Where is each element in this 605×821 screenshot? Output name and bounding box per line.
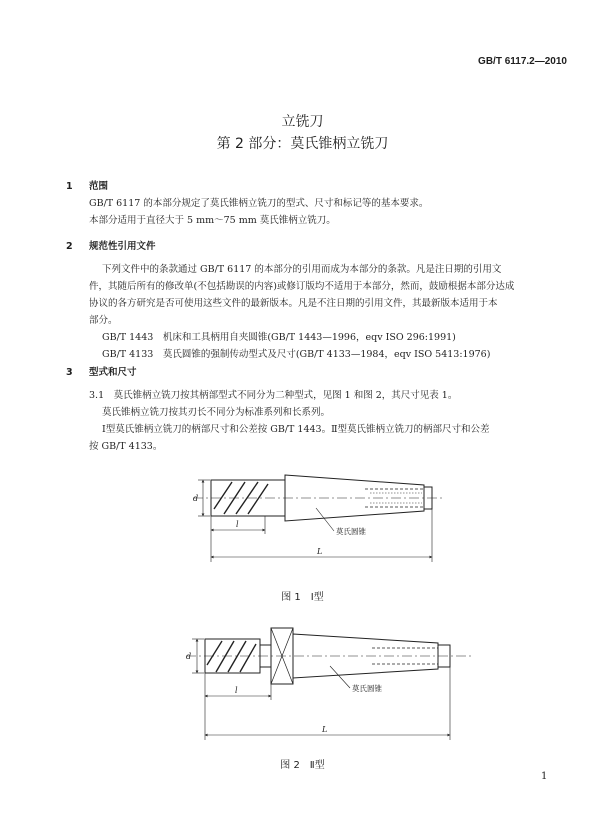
figure-1-caption: 图 1 Ⅰ型 [281,592,324,603]
figure-2-drawing [186,628,472,740]
paragraph: 协议的各方研究是否可使用这些文件的最新版本。凡是不注日期的引用文件，其最新版本适用于本 [89,298,498,309]
reference-title: 莫氏圆锥的强制传动型式及尺寸(GB/T 4133—1984，eqv ISO 5413:1976) [162,349,491,360]
callout-morse-taper: 莫氏圆锥 [352,684,382,693]
paragraph: 件，其随后所有的修改单(不包括勘误的内容)或修订版均不适用于本部分，然而，鼓励根据本部分达成 [89,281,515,292]
reference-code: GB/T 1443 [102,332,154,343]
section-number: 3 [66,367,73,378]
paragraph: Ⅰ型莫氏锥柄立铣刀的柄部尺寸和公差按 GB/T 1443。Ⅱ型莫氏锥柄立铣刀的柄部尺寸和公差 [102,424,490,435]
section-number: 1 [66,181,73,192]
page-number: 1 [541,771,548,782]
dimension-L-label: L [322,725,328,734]
dimension-l-label: l [235,686,238,695]
clause-number: 3.1 [89,390,105,401]
reference-title: 机床和工具柄用自夹圆锥(GB/T 1443—1996，eqv ISO 296:1991) [162,332,456,343]
document-subtitle: 第 2 部分：莫氏锥柄立铣刀 [216,136,389,152]
figure-2-caption: 图 2 Ⅱ型 [280,760,325,771]
clause-text: 莫氏锥柄立铣刀按其柄部型式不同分为二种型式，见图 1 和图 2，其尺寸见表 1。 [113,390,458,401]
paragraph: 本部分适用于直径大于 5 mm～75 mm 莫氏锥柄立铣刀。 [89,215,336,226]
section-title: 型式和尺寸 [89,367,137,378]
paragraph: 莫氏锥柄立铣刀按其刃长不同分为标准系列和长系列。 [102,407,331,418]
section-title: 规范性引用文件 [89,241,156,252]
reference-code: GB/T 4133 [102,349,154,360]
dimension-d-label: d [186,652,192,661]
document-title: 立铣刀 [281,114,324,130]
paragraph: GB/T 6117 的本部分规定了莫氏锥柄立铣刀的型式、尺寸和标记等的基本要求。 [89,198,429,209]
paragraph: 按 GB/T 4133。 [89,441,163,452]
paragraph: 下列文件中的条款通过 GB/T 6117 的本部分的引用而成为本部分的条款。凡是注日期的引用文 [102,264,502,275]
paragraph: 部分。 [89,315,118,326]
dimension-d-label: d [193,494,199,503]
callout-morse-taper: 莫氏圆锥 [336,527,366,536]
section-number: 2 [66,241,73,252]
section-title: 范围 [89,181,109,192]
dimension-L-label: L [317,547,323,556]
dimension-l-label: l [236,520,239,529]
standard-code: GB/T 6117.2—2010 [478,56,567,67]
